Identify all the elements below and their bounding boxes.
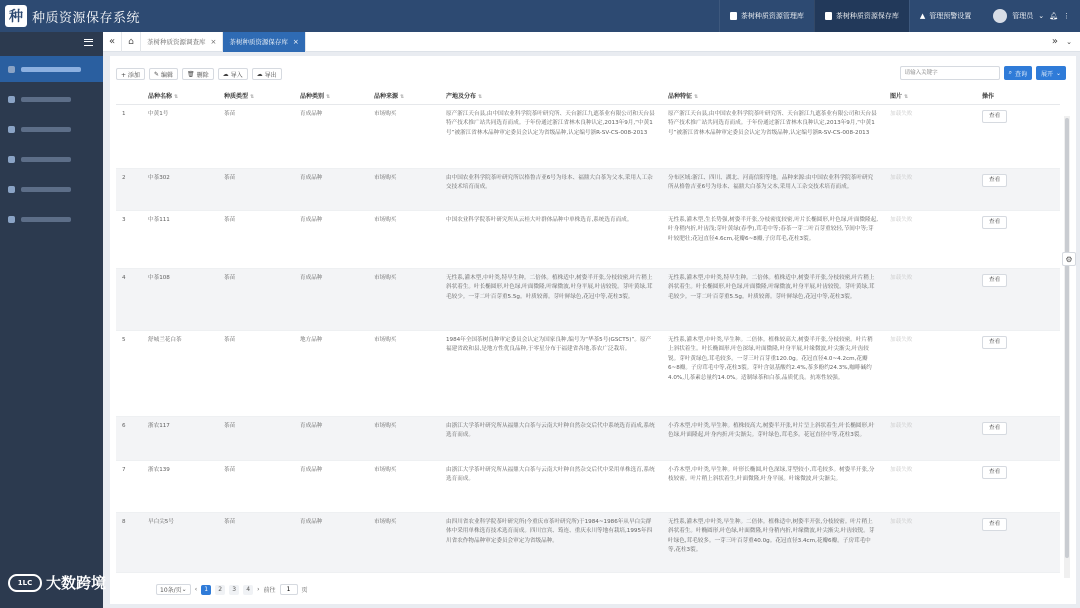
table-cell: 中茶302 <box>142 168 218 210</box>
table-cell: 育成品种 <box>294 512 368 572</box>
table-cell: 由四川省农业科学院茶叶研究所(今重庆市茶叶研究所)于1984~1986年从早白尖群体中采用单株选育技术选育而成。四川宜宾、筠连、重庆永川等地有栽培,1995年四川省农作物品种审定委员会审定为省级品种。 <box>440 512 662 572</box>
table-cell: 舒城兰花白茶 <box>142 330 218 416</box>
delete-label: 删除 <box>196 71 209 79</box>
search-button-label: 查询 <box>1014 70 1027 78</box>
action-cell <box>976 168 1060 210</box>
image-placeholder: 加载失败 <box>890 110 913 117</box>
database-icon <box>730 12 737 20</box>
column-header <box>976 88 1060 104</box>
delete-button[interactable] <box>182 68 214 80</box>
row-index-cell: 4 <box>116 268 142 330</box>
view-button[interactable]: 查看 <box>982 174 1007 188</box>
search-input[interactable] <box>900 66 1000 80</box>
table-cell: 小乔木型,中叶类,早生种。植株较高大,树姿半开张,叶片呈上斜状着生,叶长椭圆形,叶色绿,叶面隆起,叶身内折,叶尖渐尖。芽叶绿色,茸毛多。花冠直径中等,花柱3裂。 <box>662 416 884 460</box>
image-placeholder: 加载失败 <box>890 466 913 473</box>
action-cell <box>976 210 1060 268</box>
table-cell: 无性系,灌木型,中叶类,特早生种。二倍体。植株适中,树姿半开张,分枝较密,叶片稍上斜状着生。叶长椭圆形,叶色绿,叶面微隆,叶缘微波,叶身平展,叶齿较锐。芽叶黄绿,茸毛较少。一芽二叶百芽重5.5g。叶质较薄。芽叶鲜绿色,花冠中等,花柱3裂。 <box>440 268 662 330</box>
tabs-scroll-right-icon[interactable]: » <box>1051 36 1058 47</box>
table-cell: 原产浙江天台县,由中国农业科学院茶叶研究所、天台浙江九遮茶业有限公司和天台县特产技术推广站共同选育而成。于年份通过浙江省林木良种认定,2013年9月,“中黄1号”被浙江省林木品种审定委员会认定为省级品种,认定编号浙R-SV-CS-008-2013 <box>662 104 884 168</box>
edit-button[interactable] <box>149 68 178 80</box>
search-button[interactable] <box>1004 66 1032 80</box>
sidebar <box>0 32 103 608</box>
header-label: 品种来源 <box>374 93 399 101</box>
column-header[interactable] <box>142 88 218 104</box>
data-table <box>116 88 1060 573</box>
table-cell: 育成品种 <box>294 210 368 268</box>
action-cell <box>976 268 1060 330</box>
sort-icon[interactable]: ⇅ <box>174 94 179 101</box>
search-bar <box>900 66 1066 80</box>
warning-icon: ▲ <box>919 12 926 20</box>
view-button[interactable]: 查看 <box>982 336 1007 350</box>
upload-icon: ☁ <box>222 70 229 78</box>
column-header[interactable] <box>218 88 294 104</box>
topnav-preserve-library[interactable] <box>814 0 909 32</box>
top-nav <box>719 0 1080 32</box>
table-cell: 市场购买 <box>368 104 440 168</box>
brand-logo: 1LC <box>8 574 42 592</box>
chevron-down-icon: ⌄ <box>181 586 187 593</box>
avatar <box>993 9 1007 23</box>
app-logo: 种 <box>5 5 27 27</box>
prev-page-icon[interactable]: ‹ <box>194 586 198 593</box>
import-button[interactable] <box>218 68 248 80</box>
page-suffix: 页 <box>301 587 308 594</box>
topnav-label: 管理预警设置 <box>929 12 972 20</box>
table-cell: 浙农117 <box>142 416 218 460</box>
tab-label: 茶树种质资源保存库 <box>229 38 288 46</box>
sidebar-item[interactable] <box>0 116 103 142</box>
table-body <box>116 104 1060 572</box>
image-cell <box>884 460 976 512</box>
table-cell: 无性系,灌木型,生长势强,树姿半开张,分枝密度较密,叶片长椭圆形,叶色绿,叶面微隆起,叶身稍内折,叶齿浅;芽叶黄绿(春季),茸毛中等;春茶一芽二叶百芽重较轻,节间中等;芽叶较肥壮;花冠直径4.6cm,花瓣6~8瓣,子房茸毛,花柱3裂。 <box>662 210 884 268</box>
brand-watermark <box>8 572 106 593</box>
table-cell: 市场购买 <box>368 330 440 416</box>
user-name: 管理员 <box>1012 12 1034 20</box>
menu-item-icon <box>8 216 15 223</box>
header-label: 操作 <box>982 93 995 101</box>
sidebar-item-label <box>21 217 71 222</box>
download-icon: ☁ <box>256 70 263 78</box>
edit-icon: ✎ <box>153 70 159 78</box>
image-placeholder: 加载失败 <box>890 174 913 181</box>
table-cell: 由浙江大学茶叶研究所从福鼎大白茶与云南大叶种自然杂交后代中采用单株选育,系统选育而成。 <box>440 460 662 512</box>
sort-icon[interactable]: ⇅ <box>478 94 483 101</box>
table-cell: 地方品种 <box>294 330 368 416</box>
menu-icon <box>84 39 93 46</box>
sidebar-item-label <box>21 187 71 192</box>
column-header[interactable] <box>294 88 368 104</box>
scroll-thumb[interactable] <box>1065 118 1069 558</box>
table-cell: 茶苗 <box>218 168 294 210</box>
table-cell: 中茶111 <box>142 210 218 268</box>
sidebar-item[interactable] <box>0 86 103 112</box>
column-header[interactable] <box>662 88 884 104</box>
table-cell: 中国农业科学院茶叶研究所从云桂大叶群体品种中单株选育,系统选育而成。 <box>440 210 662 268</box>
export-button[interactable] <box>252 68 282 80</box>
expand-button[interactable] <box>1036 66 1066 80</box>
image-cell <box>884 210 976 268</box>
sidebar-item[interactable] <box>0 176 103 202</box>
row-index-cell: 6 <box>116 416 142 460</box>
table-cell: 茶苗 <box>218 210 294 268</box>
pagination <box>156 584 308 595</box>
table-cell: 茶苗 <box>218 460 294 512</box>
table-cell: 中茶108 <box>142 268 218 330</box>
menu-item-icon <box>8 186 15 193</box>
table-cell: 无性系,灌木型,中叶类,早生种。二倍体。植株较高大,树姿半开张,分枝较密。叶片稍上斜状着生。叶长椭圆形,叶色深绿,叶面微隆,叶身平展,叶缘微波,叶尖渐尖,叶齿较锐。芽叶黄绿色,茸毛较多。一芽三叶百芽重120.0g。花冠直径4.0~4.2cm,花瓣6~8瓣。子房茸毛中等,花柱3裂。芽叶含氨基酸约2.4%,茶多酚约24.3%,咖啡碱约4.0%,儿茶素总量约14.0%。适制绿茶和白茶,品质优良。抗寒性较强。 <box>662 330 884 416</box>
table-cell: 市场购买 <box>368 416 440 460</box>
export-label: 导出 <box>264 71 277 79</box>
goto-label: 前往 <box>263 587 276 594</box>
close-icon[interactable]: × <box>210 37 217 46</box>
page-size-value: 10条/页 <box>160 587 182 594</box>
action-cell <box>976 416 1060 460</box>
table-cell: 早白尖5号 <box>142 512 218 572</box>
menu-item-icon <box>8 156 15 163</box>
table-cell: 茶苗 <box>218 104 294 168</box>
table-row[interactable] <box>116 168 1060 210</box>
topnav-warning-settings[interactable] <box>909 0 981 32</box>
table-cell: 原产浙江天台县,由中国农业科学院茶叶研究所、天台浙江九遮茶业有限公司和天台县特产技术推广站共同选育而成。于年份通过浙江省林木良种认定,2013年9月,“中黄1号”被浙江省林木品种审定委员会认定为省级品种,认定编号浙R-SV-CS-008-2013 <box>440 104 662 168</box>
image-placeholder: 加载失败 <box>890 274 913 281</box>
header-label: 品种类别 <box>300 93 325 101</box>
row-index-cell: 1 <box>116 104 142 168</box>
image-placeholder: 加载失败 <box>890 422 913 429</box>
database-icon <box>825 12 832 20</box>
index-column-header <box>116 88 142 104</box>
table-cell: 育成品种 <box>294 168 368 210</box>
table-row[interactable] <box>116 330 1060 416</box>
header-label: 品种名称 <box>148 93 173 101</box>
app-title: 种质资源保存系统 <box>32 10 141 26</box>
topnav-label: 茶树种质资源保存库 <box>835 12 899 20</box>
image-placeholder: 加载失败 <box>890 518 913 525</box>
goto-page-input[interactable] <box>280 584 298 595</box>
row-index-cell: 5 <box>116 330 142 416</box>
table-cell: 育成品种 <box>294 268 368 330</box>
bell-icon[interactable]: 🔔︎ <box>1049 12 1058 20</box>
toolbar <box>116 68 282 80</box>
tab-label: 茶树种质资源调查库 <box>147 38 206 46</box>
row-index-cell: 8 <box>116 512 142 572</box>
topnav-manage-library[interactable] <box>719 0 814 32</box>
table-cell: 育成品种 <box>294 104 368 168</box>
tab-survey-library[interactable] <box>141 32 223 52</box>
sort-icon[interactable]: ⇅ <box>250 94 255 101</box>
table-cell: 无性系,灌木型,中叶类,特早生种。二倍体。植株适中,树姿半开张,分枝较密,叶片稍上斜状着生。叶长椭圆形,叶色绿,叶面微隆,叶缘微波,叶身平展,叶齿较锐。芽叶黄绿,茸毛较少。一芽二叶百芽重5.5g。叶质较薄。芽叶鲜绿色,花冠中等,花柱3裂。 <box>662 268 884 330</box>
scrollbar[interactable] <box>1064 116 1070 578</box>
table-row[interactable] <box>116 104 1060 168</box>
table-cell: 茶苗 <box>218 330 294 416</box>
topnav-label: 茶树种质资源管理库 <box>740 12 804 20</box>
image-cell <box>884 330 976 416</box>
table-cell: 育成品种 <box>294 460 368 512</box>
table-cell: 茶苗 <box>218 268 294 330</box>
top-header <box>0 0 1080 32</box>
action-cell <box>976 512 1060 572</box>
tabs-menu-chevron-down-icon[interactable]: ⌄ <box>1066 37 1072 46</box>
table-row[interactable] <box>116 512 1060 572</box>
tab-preserve-library[interactable] <box>223 32 305 52</box>
add-button[interactable]: + 添加 <box>116 68 145 80</box>
table-row[interactable] <box>116 210 1060 268</box>
edit-label: 编辑 <box>160 71 173 79</box>
page-button[interactable]: 4 <box>243 585 253 595</box>
page-button[interactable]: 2 <box>215 585 225 595</box>
header-label: 品种特征 <box>668 93 693 101</box>
table-cell: 市场购买 <box>368 168 440 210</box>
table-header-row <box>116 88 1060 104</box>
menu-item-icon <box>8 96 15 103</box>
table-cell: 1984年全国茶树良种审定委员会认定为国家良种,编号为“华茶5号(GSCT5)”。原产福建省政和县,是地方性优良品种,于零星分布于福建省各地,茶农广泛栽培。 <box>440 330 662 416</box>
home-icon[interactable]: ⌂ <box>121 32 141 52</box>
import-label: 导入 <box>230 71 243 79</box>
action-cell <box>976 460 1060 512</box>
image-cell <box>884 268 976 330</box>
table-cell: 由中国农业科学院茶叶研究所以格鲁吉亚6号为母本、福鼎大白茶为父本,采用人工杂交技术培育而成。 <box>440 168 662 210</box>
action-cell <box>976 104 1060 168</box>
search-icon: ⌕ <box>1008 69 1012 76</box>
image-cell <box>884 416 976 460</box>
header-label: 产地及分布 <box>446 93 477 101</box>
table-cell: 茶苗 <box>218 512 294 572</box>
page-button[interactable]: 3 <box>229 585 239 595</box>
sidebar-item-label <box>21 67 81 72</box>
table-row[interactable] <box>116 268 1060 330</box>
header-label: 图片 <box>890 93 903 101</box>
table-cell: 茶苗 <box>218 416 294 460</box>
sort-icon[interactable]: ⇅ <box>904 94 909 101</box>
expand-label: 展开 <box>1040 70 1053 78</box>
tabs-scroll-left-icon[interactable]: « <box>108 36 116 47</box>
chevron-down-icon: ⌄ <box>1055 69 1061 77</box>
table-row[interactable] <box>116 416 1060 460</box>
page-button[interactable]: 1 <box>201 585 211 595</box>
image-cell <box>884 512 976 572</box>
sidebar-item-label <box>21 97 71 102</box>
trash-icon: 🗑︎ <box>186 70 195 78</box>
chevron-down-icon: ⌄ <box>1038 12 1045 20</box>
sort-icon[interactable]: ⇅ <box>400 94 405 101</box>
table-cell: 育成品种 <box>294 416 368 460</box>
image-placeholder: 加载失败 <box>890 336 913 343</box>
row-index-cell: 3 <box>116 210 142 268</box>
brand-text: 大数跨境 <box>46 574 107 592</box>
table-cell: 分布区域:浙江、四川、湖北、河南信阳等地。品种来源:由中国农业科学院茶叶研究所从格鲁吉亚6号为母本、福鼎大白茶为父本,采用人工杂交技术培育而成。 <box>662 168 884 210</box>
table-row[interactable] <box>116 460 1060 512</box>
table-cell: 小乔木型,中叶类,早生种。叶形长椭圆,叶色深绿,芽型较小,茸毛较多。树姿半开张,分枝较密。叶片稍上斜状着生,叶面微隆,叶身平展。叶缘微波,叶尖渐尖。 <box>662 460 884 512</box>
view-button[interactable]: 查看 <box>982 422 1007 436</box>
column-header[interactable] <box>884 88 976 104</box>
view-button[interactable]: 查看 <box>982 110 1007 124</box>
sidebar-item[interactable] <box>0 146 103 172</box>
image-cell <box>884 104 976 168</box>
close-icon[interactable]: × <box>292 37 299 46</box>
view-button[interactable]: 查看 <box>982 274 1007 288</box>
table-cell: 中黄1号 <box>142 104 218 168</box>
main-content <box>110 56 1076 604</box>
sort-icon[interactable]: ⇅ <box>694 94 699 101</box>
table-cell: 市场购买 <box>368 268 440 330</box>
tab-strip <box>103 32 1080 52</box>
view-button[interactable]: 查看 <box>982 216 1007 230</box>
sidebar-item-label <box>21 127 71 132</box>
header-label: 种质类型 <box>224 93 249 101</box>
sort-icon[interactable]: ⇅ <box>326 94 331 101</box>
image-cell <box>884 168 976 210</box>
table-cell: 市场购买 <box>368 512 440 572</box>
image-placeholder: 加载失败 <box>890 216 913 223</box>
table-cell: 由浙江大学茶叶研究所从福鼎大白茶与云南大叶种自然杂交后代中系统选育而成,系统选育而成。 <box>440 416 662 460</box>
menu-item-icon <box>8 66 15 73</box>
user-menu[interactable] <box>981 0 1080 32</box>
sidebar-item-active[interactable] <box>0 56 103 82</box>
settings-gear-icon[interactable]: ⚙ <box>1062 252 1076 266</box>
view-button[interactable]: 查看 <box>982 518 1007 532</box>
menu-item-icon <box>8 126 15 133</box>
row-index-cell: 7 <box>116 460 142 512</box>
sidebar-toggle[interactable] <box>0 32 103 52</box>
column-header[interactable] <box>368 88 440 104</box>
page-size-select[interactable] <box>156 584 191 595</box>
table-cell: 浙农139 <box>142 460 218 512</box>
sidebar-item-label <box>21 157 71 162</box>
action-cell <box>976 330 1060 416</box>
sidebar-item[interactable] <box>0 206 103 232</box>
column-header[interactable] <box>440 88 662 104</box>
next-page-icon[interactable]: › <box>257 586 260 593</box>
table-cell: 市场购买 <box>368 460 440 512</box>
view-button[interactable]: 查看 <box>982 466 1007 480</box>
more-icon[interactable]: ⋮ <box>1063 12 1070 20</box>
table-cell: 无性系,灌木型,中叶类,早生种。二倍体。植株适中,树姿半开张,分枝较密。叶片稍上斜状着生。叶椭圆形,叶色绿,叶面微隆,叶身稍内折,叶缘微波,叶尖渐尖,叶齿较锐。芽叶绿色,茸毛较多。一芽三叶百芽重40.0g。花冠直径3.4cm,花瓣6瓣。子房茸毛中等,花柱3裂。 <box>662 512 884 572</box>
table-cell: 市场购买 <box>368 210 440 268</box>
row-index-cell: 2 <box>116 168 142 210</box>
